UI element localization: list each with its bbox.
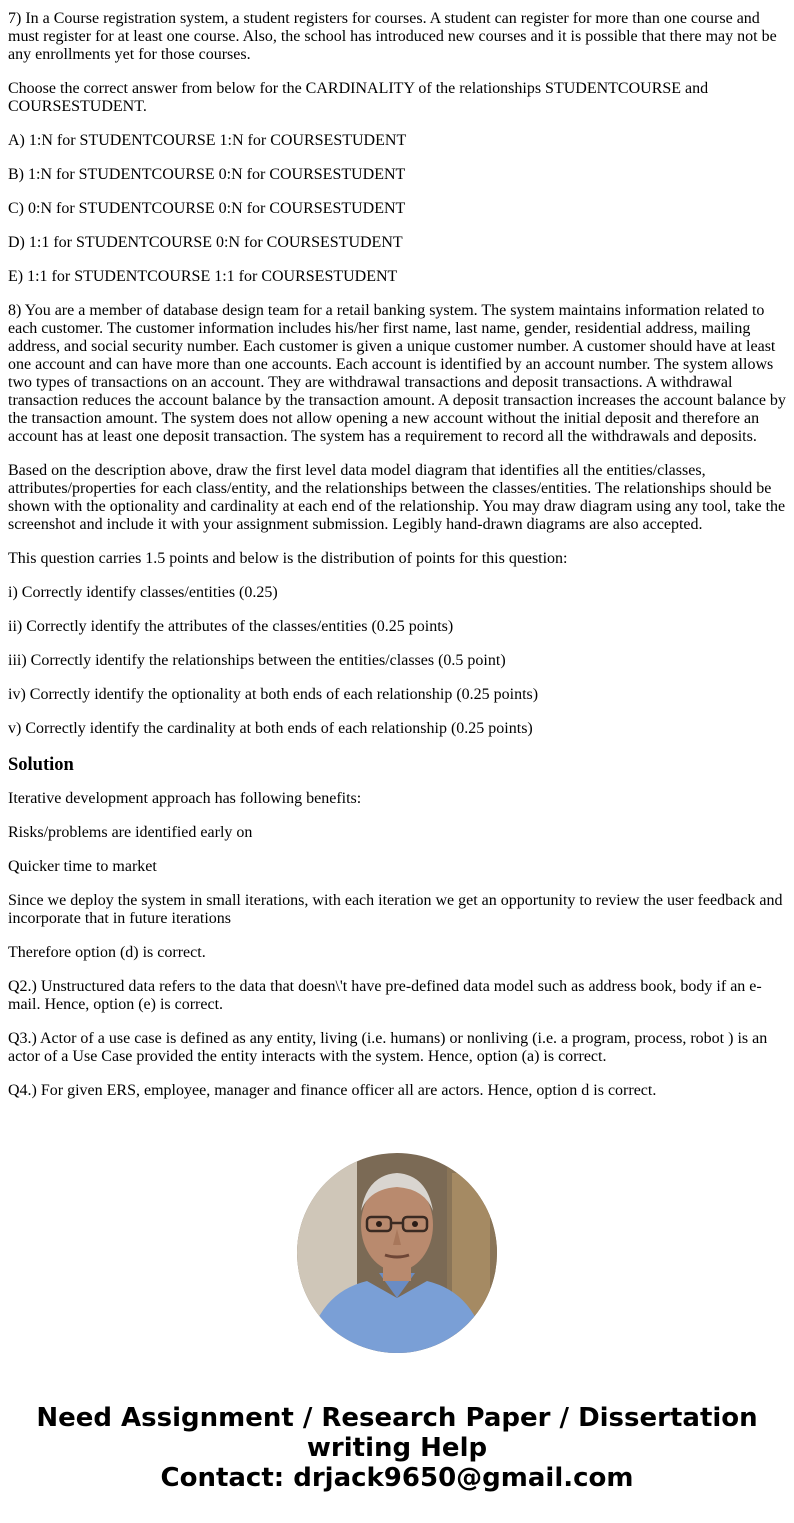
solution-paragraph: Q2.) Unstructured data refers to the data that doesn\'t have pre-defined data model such as address book, body if an e-mail. Hence, option (e) is correct.: [8, 978, 762, 1013]
question-8-point-3: iii) Correctly identify the relationships between the entities/classes (0.5 point): [8, 652, 506, 669]
solution-paragraph: Since we deploy the system in small iterations, with each iteration we get an opportunity to review the user feedback and incorporate that in future iterations: [8, 892, 783, 927]
avatar-eye-left: [376, 1221, 382, 1227]
solution-paragraph: Therefore option (d) is correct.: [8, 944, 206, 961]
footer-line-2: writing Help: [306, 1433, 488, 1463]
solution-paragraph: Risks/problems are identified early on: [8, 824, 253, 841]
solution-paragraph: Quicker time to market: [8, 858, 157, 875]
question-7-option-e: E) 1:1 for STUDENTCOURSE 1:1 for COURSESTUDENT: [8, 268, 398, 285]
question-7-intro: 7) In a Course registration system, a student registers for courses. A student can register for more than one course and must register for at least one course. Also, the school has introduced new courses and it is possible that there may not be any enrollments yet for those courses.: [8, 10, 777, 63]
question-8-points-intro: This question carries 1.5 points and below is the distribution of points for this question:: [8, 550, 568, 567]
question-8-point-2: ii) Correctly identify the attributes of the classes/entities (0.25 points): [8, 618, 454, 635]
author-portrait-illustration: [297, 1153, 497, 1353]
footer-promo: [0, 1403, 794, 1493]
solution-paragraph: Q3.) Actor of a use case is defined as any entity, living (i.e. humans) or nonliving (i.e. a program, process, robot ) is an actor of a Use Case provided the entity interacts with the system. Hence, option (a) is correct.: [8, 1030, 768, 1065]
footer-contact: Contact: drjack9650@gmail.com: [160, 1463, 634, 1493]
avatar-eye-right: [412, 1221, 418, 1227]
question-7-option-a: A) 1:N for STUDENTCOURSE 1:N for COURSESTUDENT: [8, 132, 407, 149]
question-8-task: Based on the description above, draw the first level data model diagram that identifies all the entities/classes, attributes/properties for each class/entity, and the relationships between the classes/entities. The relationships should be shown with the optionality and cardinality at each end of the relationship. You may draw diagram using any tool, take the screenshot and include it with your assignment submission. Legibly hand-drawn diagrams are also accepted.: [8, 462, 786, 533]
solution-paragraph: Q4.) For given ERS, employee, manager and finance officer all are actors. Hence, option d is correct.: [8, 1082, 657, 1099]
question-8-intro: 8) You are a member of database design team for a retail banking system. The system maintains information related to each customer. The customer information includes his/her first name, last name, gender, residential address, mailing address, and social security number. Each customer is given a unique customer number. A customer should have at least one account and can have more than one accounts. Each account is identified by an account number. The system allows two types of transactions on an account. They are withdrawal transactions and deposit transactions. A withdrawal transaction reduces the account balance by the transaction amount. A deposit transaction increases the account balance by the transaction amount. The system does not allow opening a new account without the initial deposit and therefore an account has at least one deposit transaction. The system has a requirement to record all the withdrawals and deposits.: [8, 302, 786, 445]
question-8-point-5: v) Correctly identify the cardinality at both ends of each relationship (0.25 points): [8, 720, 533, 737]
main-content: [8, 10, 788, 1116]
footer-line-1: Need Assignment / Research Paper / Dissertation: [36, 1403, 758, 1433]
question-7-option-b: B) 1:N for STUDENTCOURSE 0:N for COURSESTUDENT: [8, 166, 406, 183]
question-7-option-c: C) 0:N for STUDENTCOURSE 0:N for COURSESTUDENT: [8, 200, 406, 217]
question-7-prompt: Choose the correct answer from below for the CARDINALITY of the relationships STUDENTCOURSE and COURSESTUDENT.: [8, 80, 709, 115]
question-8-point-4: iv) Correctly identify the optionality at both ends of each relationship (0.25 points): [8, 686, 539, 703]
solution-paragraph: Iterative development approach has following benefits:: [8, 790, 362, 807]
author-avatar: [297, 1153, 497, 1353]
question-8-point-1: i) Correctly identify classes/entities (0.25): [8, 584, 278, 601]
solution-heading: Solution: [8, 755, 74, 775]
question-7-option-d: D) 1:1 for STUDENTCOURSE 0:N for COURSESTUDENT: [8, 234, 403, 251]
